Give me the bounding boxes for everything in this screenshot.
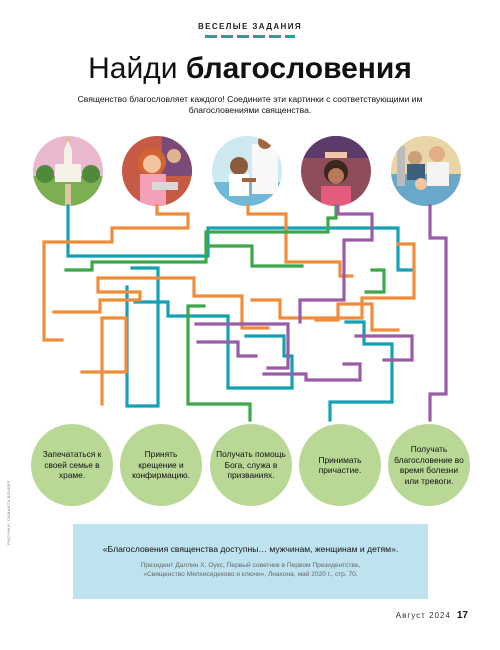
illustration-credit: РИСУНКИ: САМАНТА БОЧКЕР bbox=[6, 480, 11, 545]
footer-month: Август 2024 bbox=[395, 611, 451, 620]
blessing-illness[interactable] bbox=[388, 424, 470, 506]
quote-box bbox=[73, 524, 428, 599]
maze-line-purple-1 bbox=[430, 206, 446, 420]
intro-text: Священство благословляет каждого! Соедините эти картинки с соответствующими им благословениями священства. bbox=[77, 94, 423, 115]
blessing-callings[interactable] bbox=[210, 424, 292, 506]
page-footer bbox=[396, 610, 468, 621]
blessing-label: Запечататься к своей семье в храме. bbox=[42, 449, 102, 481]
title-bold: благословения bbox=[185, 52, 412, 85]
blessing-label: Принять крещение и конфирмацию. bbox=[132, 449, 190, 481]
maze-line-teal-2 bbox=[127, 268, 158, 406]
maze-line-orange-1 bbox=[44, 206, 188, 340]
blessing-label: Принимать причастие. bbox=[318, 454, 362, 475]
kicker: ВЕСЕЛЫЕ ЗАДАНИЯ bbox=[197, 22, 303, 31]
quote-source-line1: Президент Даллин Х. Оукс, Первый советник в Первом Президентстве, bbox=[140, 562, 361, 569]
maze-line-orange-4 bbox=[82, 318, 126, 404]
quote-text: «Благословения священства доступны… мужчинам, женщинам и детям». bbox=[102, 544, 399, 554]
blessing-sealed-family[interactable] bbox=[31, 424, 113, 506]
blessing-sacrament[interactable] bbox=[299, 424, 381, 506]
title-light: Найди bbox=[88, 52, 186, 85]
page-number: 17 bbox=[456, 610, 468, 621]
blessing-label: Получать благословение во время болезни или тревоги. bbox=[394, 444, 464, 486]
blessing-label: Получать помощь Бога, служа в призваниях. bbox=[216, 449, 286, 481]
blessing-baptism[interactable] bbox=[120, 424, 202, 506]
quote-source-line2: «Священство Мелхиседеково и ключи», Лиахона, май 2020 г., стр. 70. bbox=[143, 571, 358, 578]
maze-line-green-4 bbox=[366, 270, 384, 292]
maze-line-orange-5 bbox=[252, 244, 414, 318]
maze-line-purple-3 bbox=[196, 324, 288, 368]
quote-source bbox=[73, 561, 428, 579]
